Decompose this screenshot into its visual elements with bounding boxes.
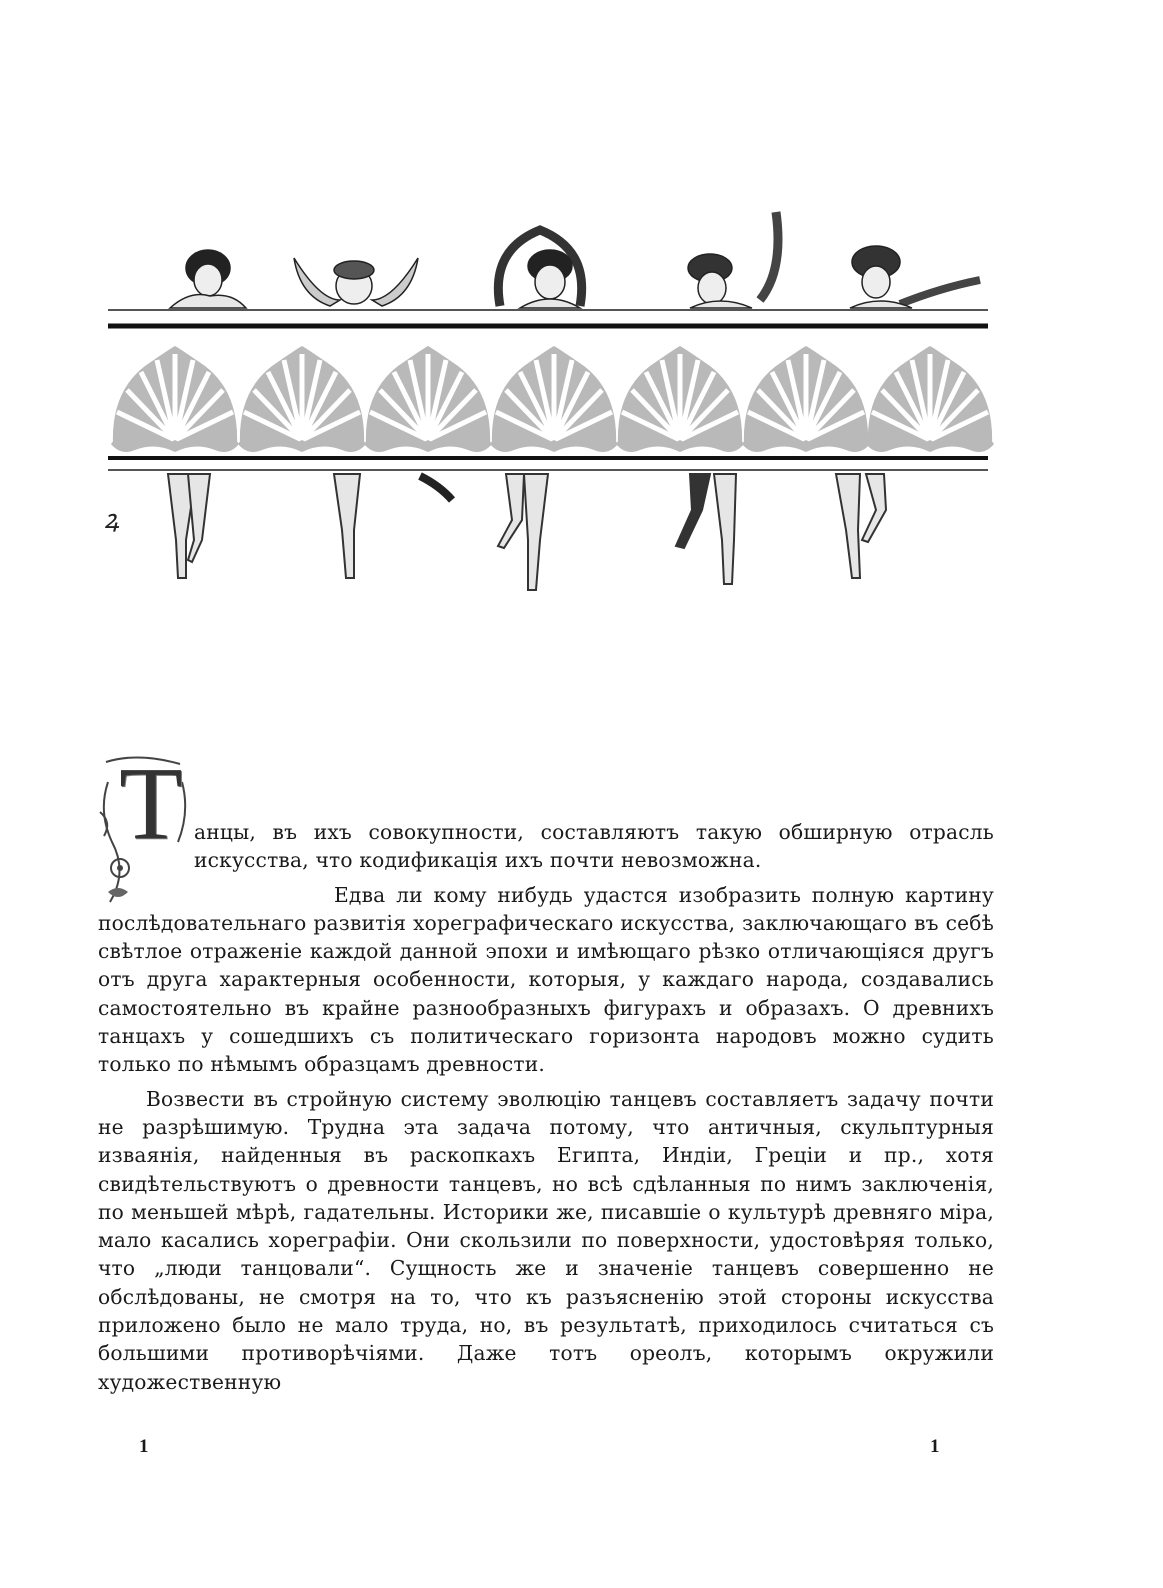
dancer-head-1 (170, 250, 246, 308)
dancer-head-4 (688, 212, 778, 308)
margin-note: ꝝ (104, 505, 120, 534)
decorative-drop-cap (98, 746, 190, 902)
body-text (98, 746, 994, 1396)
page-number-left: 1 (139, 1436, 149, 1457)
paragraph-2: Возвести въ стройную систему эволюцію танцевъ составляетъ задачу почти не разрѣшимую. Трудна эта задача потому, что античныя, скульптурныя изваянія, найденныя въ раскопкахъ Египта, Индіи, Греціи и пр., хотя свидѣтельствуютъ о древности танцевъ, но всѣ сдѣланныя по нимъ заключенія, по меньшей мѣрѣ, гадательны. Историки же, писавшіе о культурѣ древняго міра, мало касались хореграфіи. Они скользили по поверхности, удостовѣряя только, что „люди танцовали“. Сущность же и значеніе танцевъ совершенно не обслѣдованы, не смотря на то, что къ разъясненію этой стороны искусства приложено было не мало труда, но, въ результатѣ, приходилось считаться съ большими противорѣчіями. Даже тотъ ореолъ, которымъ окружили художественную (98, 1086, 994, 1394)
paragraph-1 (98, 746, 994, 875)
dancer-head-3 (498, 230, 581, 308)
dancer-head-5 (850, 246, 980, 308)
page-number-right: 1 (930, 1436, 940, 1457)
paragraph-1-continued: Едва ли кому нибудь удастся изобразить полную картину послѣдовательнаго развитія хореграфическаго искусства, заключающаго въ себѣ свѣтлое отраженіе каждой данной эпохи и имѣющаго рѣзко отличающіяся другъ отъ друга характерныя особенности, которыя, у каждаго народа, создавались самостоятельно въ крайне разнообразныхъ фигурахъ и образахъ. О древнихъ танцахъ у сошедшихъ съ политическаго горизонта народовъ можно судить только по нѣмымъ образцамъ древности. (98, 882, 994, 1077)
paragraph-1-opening: анцы, въ ихъ совокупности, составляютъ такую обширную отрасль искусства, что кодификація ихъ почти невозможна. (194, 820, 994, 873)
ballerina-frieze-illustration (0, 0, 1163, 620)
drop-cap-letter: Т (119, 746, 183, 861)
cherub-head (294, 258, 418, 306)
